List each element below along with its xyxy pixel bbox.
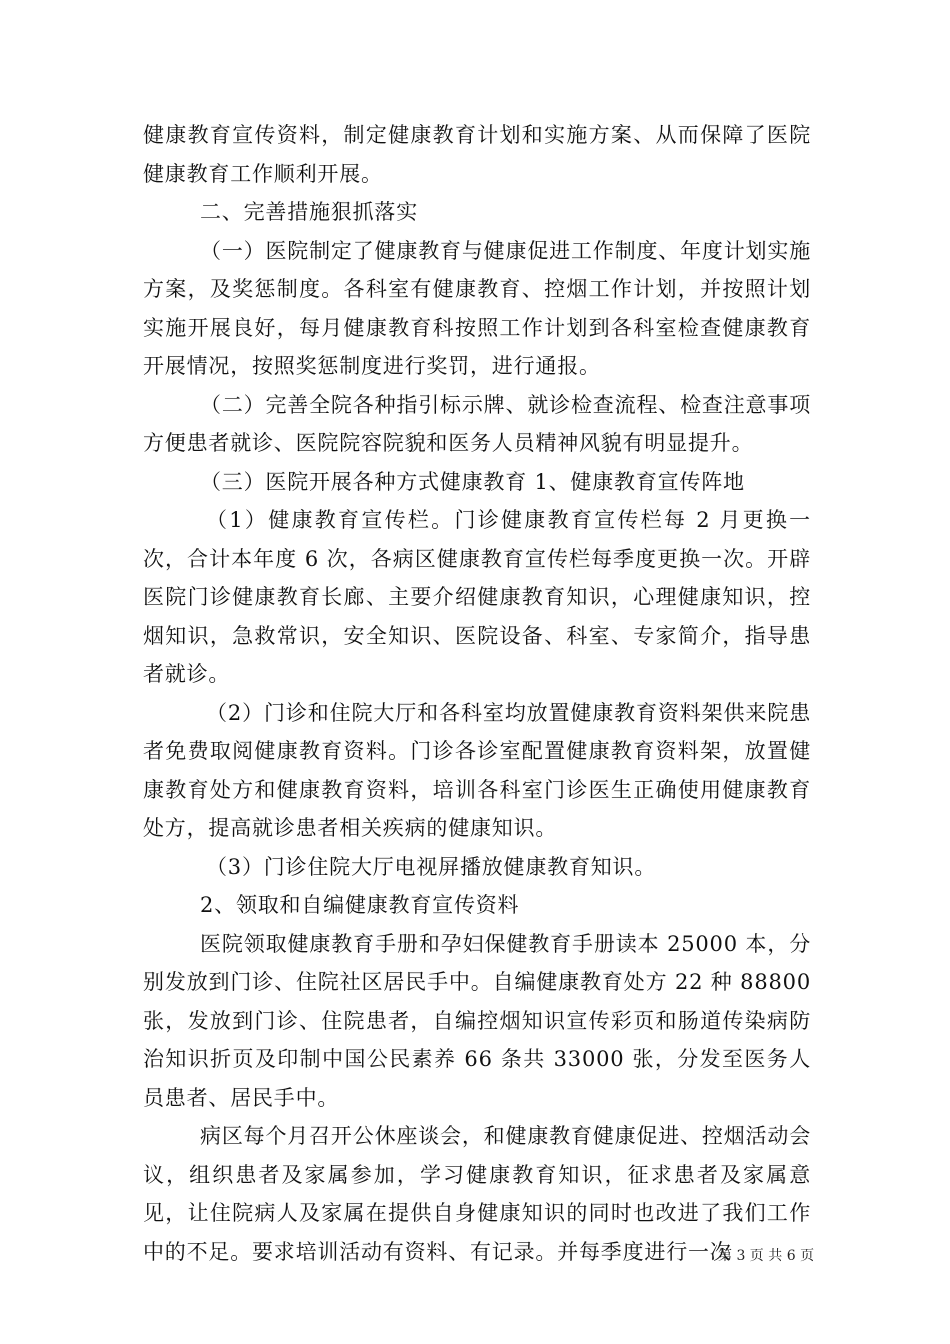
page-number-footer: 第 3 页 共 6 页 xyxy=(718,1248,815,1264)
paragraph-subitem-3: （3）门诊住院大厅电视屏播放健康教育知识。 xyxy=(206,854,657,879)
paragraph-materials: 医院领取健康教育手册和孕妇保健教育手册读本 25000 本，分别发放到门诊、住院社区居民手中。自编健康教育处方 22 种 88800 张，发放到门诊、住院患者，自编控烟知识宣传彩页和肠道传染病防治知识折页及印制中国公民素养 66 条共 33000 张，分发至医务人员患者、居民手中。 xyxy=(143,931,811,1110)
paragraph-1: 健康教育宣传资料，制定健康教育计划和实施方案、从而保障了医院健康教育工作顺利开展。 xyxy=(143,123,811,186)
subsection-heading-2: 2、领取和自编健康教育宣传资料 xyxy=(200,893,520,917)
paragraph-item-1: （一）医院制定了健康教育与健康促进工作制度、年度计划实施方案，及奖惩制度。各科室有健康教育、控烟工作计划，并按照计划实施开展良好，每月健康教育科按照工作计划到各科室检查健康教育开展情况，按照奖惩制度进行奖罚，进行通报。 xyxy=(143,238,811,378)
section-heading-2: 二、完善措施狠抓落实 xyxy=(200,200,418,224)
paragraph-item-3: （三）医院开展各种方式健康教育 1、健康教育宣传阵地 xyxy=(200,469,745,494)
paragraph-subitem-2: （2）门诊和住院大厅和各科室均放置健康教育资料架供来院患者免费取阅健康教育资料。门诊各诊室配置健康教育资料架，放置健康教育处方和健康教育资料，培训各科室门诊医生正确使用健康教育处方，提高就诊患者相关疾病的健康知识。 xyxy=(143,700,811,840)
paragraph-subitem-1: （1）健康教育宣传栏。门诊健康教育宣传栏每 2 月更换一次，合计本年度 6 次，各病区健康教育宣传栏每季度更换一次。开辟医院门诊健康教育长廊、主要介绍健康教育知识，心理健康知识，控烟知识，急救常识，安全知识、医院设备、科室、专家简介，指导患者就诊。 xyxy=(143,508,811,686)
paragraph-item-2: （二）完善全院各种指引标示牌、就诊检查流程、检查注意事项方便患者就诊、医院院容院貌和医务人员精神风貌有明显提升。 xyxy=(143,392,811,455)
paragraph-ward-meetings: 病区每个月召开公休座谈会，和健康教育健康促进、控烟活动会议，组织患者及家属参加，学习健康教育知识，征求患者及家属意见，让住院病人及家属在提供自身健康知识的同时也改进了我们工作中的不足。要求培训活动有资料、有记录。并每季度进行一次 xyxy=(143,1124,811,1264)
document-body xyxy=(143,116,811,1271)
